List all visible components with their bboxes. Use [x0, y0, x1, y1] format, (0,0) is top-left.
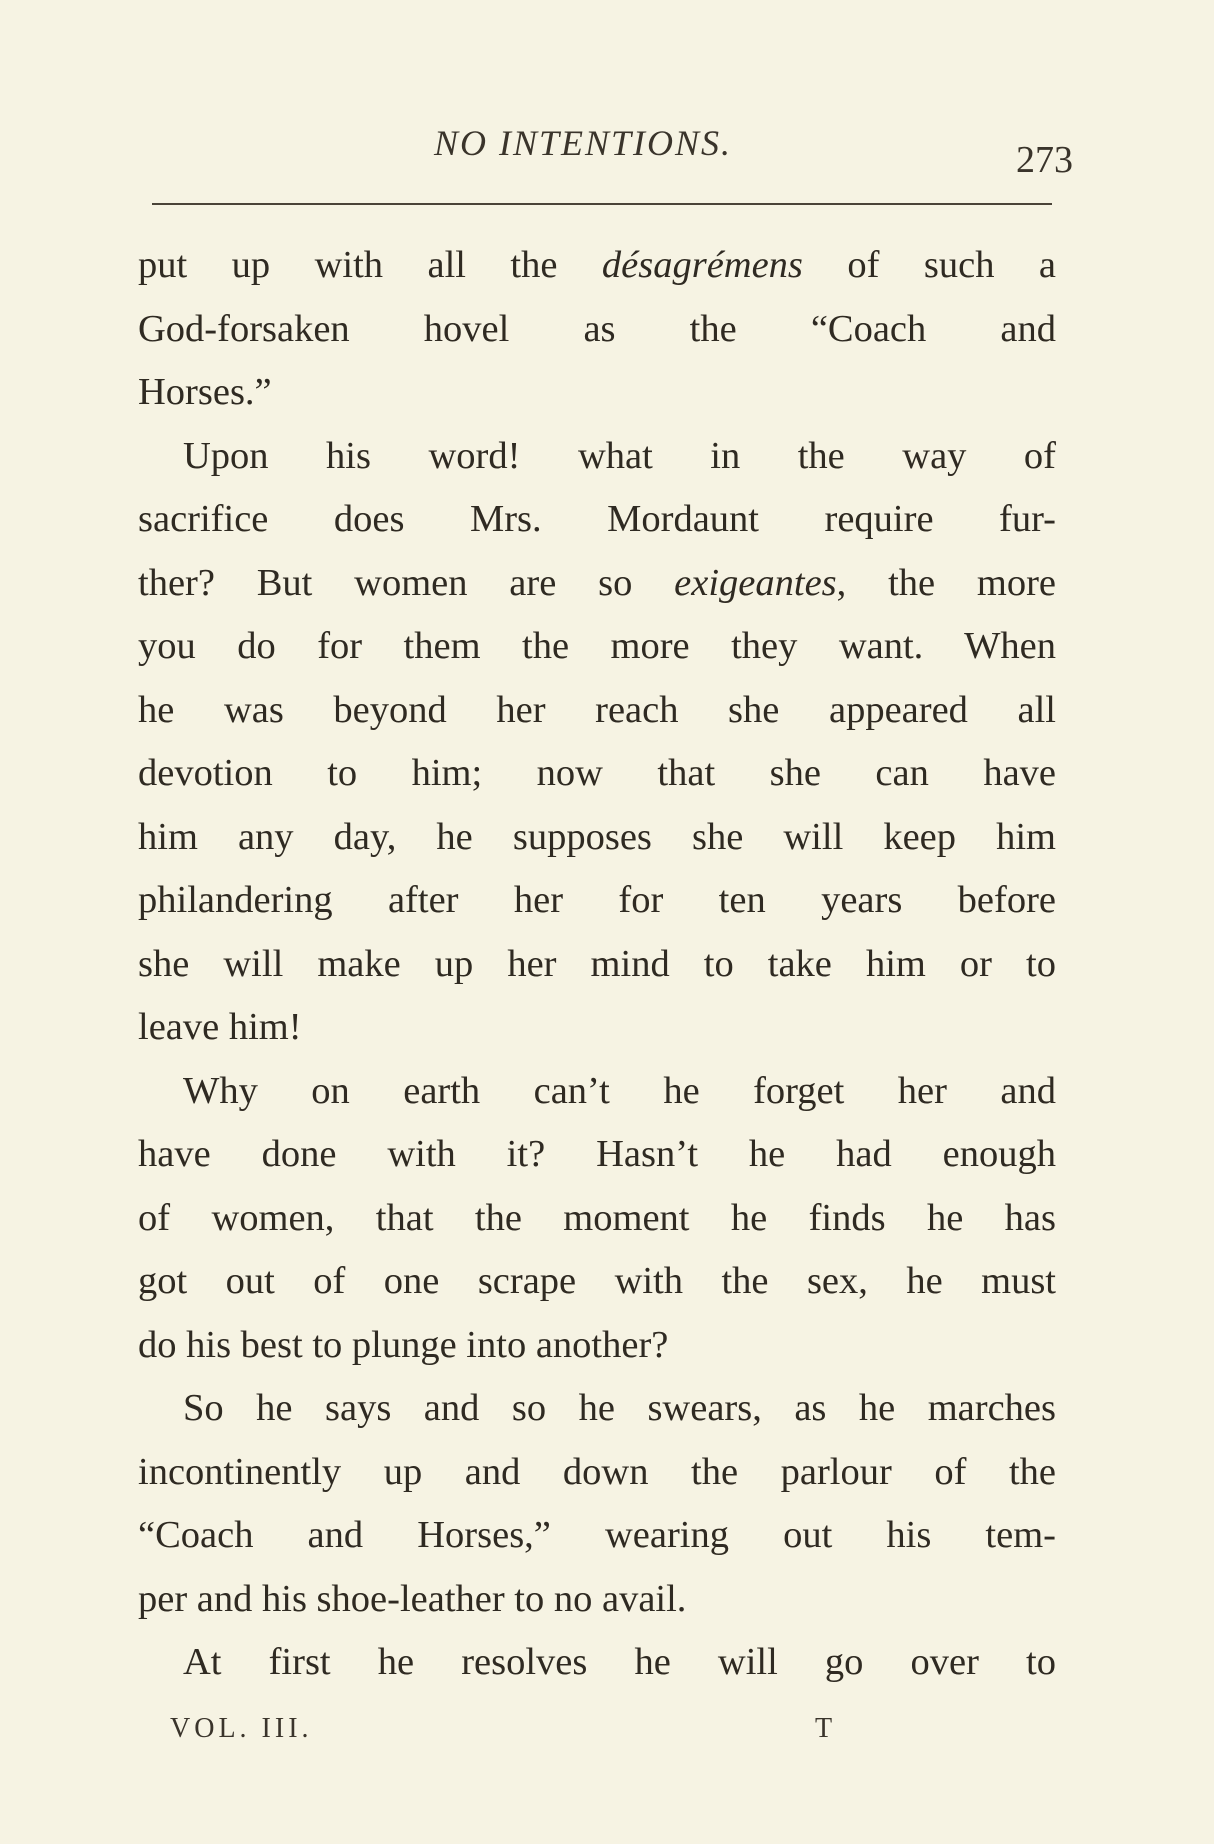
- text-line: put up with all the désagrémens of such a: [138, 244, 1056, 286]
- text-line: she will make up her mind to take him or to: [138, 942, 1056, 985]
- text-line: God-forsaken hovel as the “Coach and: [138, 307, 1056, 350]
- signature-mark: T: [815, 1713, 837, 1744]
- text-line: of women, that the moment he finds he has: [138, 1196, 1056, 1239]
- text-line: ther? But women are so exigeantes, the more: [138, 561, 1057, 604]
- text-line: got out of one scrape with the sex, he must: [138, 1260, 1056, 1302]
- body-text: [138, 234, 1056, 1695]
- italic-word: désagrémens: [601, 244, 803, 286]
- text-line: Horses.”: [138, 371, 272, 413]
- running-head: [0, 122, 1214, 181]
- text-line: per and his shoe-leather to no avail.: [138, 1577, 687, 1620]
- text-line: philandering after her for ten years before: [138, 879, 1056, 921]
- text-line: you do for them the more they want. When: [138, 625, 1056, 667]
- volume-label: VOL. III.: [170, 1713, 313, 1744]
- text-line: leave him!: [138, 1006, 302, 1048]
- text-line: devotion to him; now that she can have: [138, 752, 1056, 794]
- italic-word: exigeantes: [674, 561, 837, 604]
- text-line: incontinently up and down the parlour of the: [138, 1450, 1056, 1493]
- text-line: him any day, he supposes she will keep him: [138, 815, 1056, 858]
- text-line: So he says and so he swears, as he marches: [183, 1387, 1056, 1429]
- page-footer: [0, 1713, 1214, 1753]
- text-line: “Coach and Horses,” wearing out his tem-: [138, 1514, 1056, 1556]
- text-line: have done with it? Hasn’t he had enough: [138, 1133, 1056, 1175]
- header-rule: [152, 203, 1052, 205]
- text-line: Why on earth can’t he forget her and: [183, 1069, 1056, 1112]
- running-title: NO INTENTIONS.: [434, 123, 733, 163]
- text-line: he was beyond her reach she appeared all: [138, 688, 1056, 731]
- text-line: sacrifice does Mrs. Mordaunt require fur-: [138, 498, 1056, 540]
- text-line: do his best to plunge into another?: [138, 1323, 669, 1366]
- text-line: At first he resolves he will go over to: [183, 1641, 1056, 1683]
- page-number: 273: [1016, 139, 1073, 181]
- text-line: Upon his word! what in the way of: [183, 434, 1056, 477]
